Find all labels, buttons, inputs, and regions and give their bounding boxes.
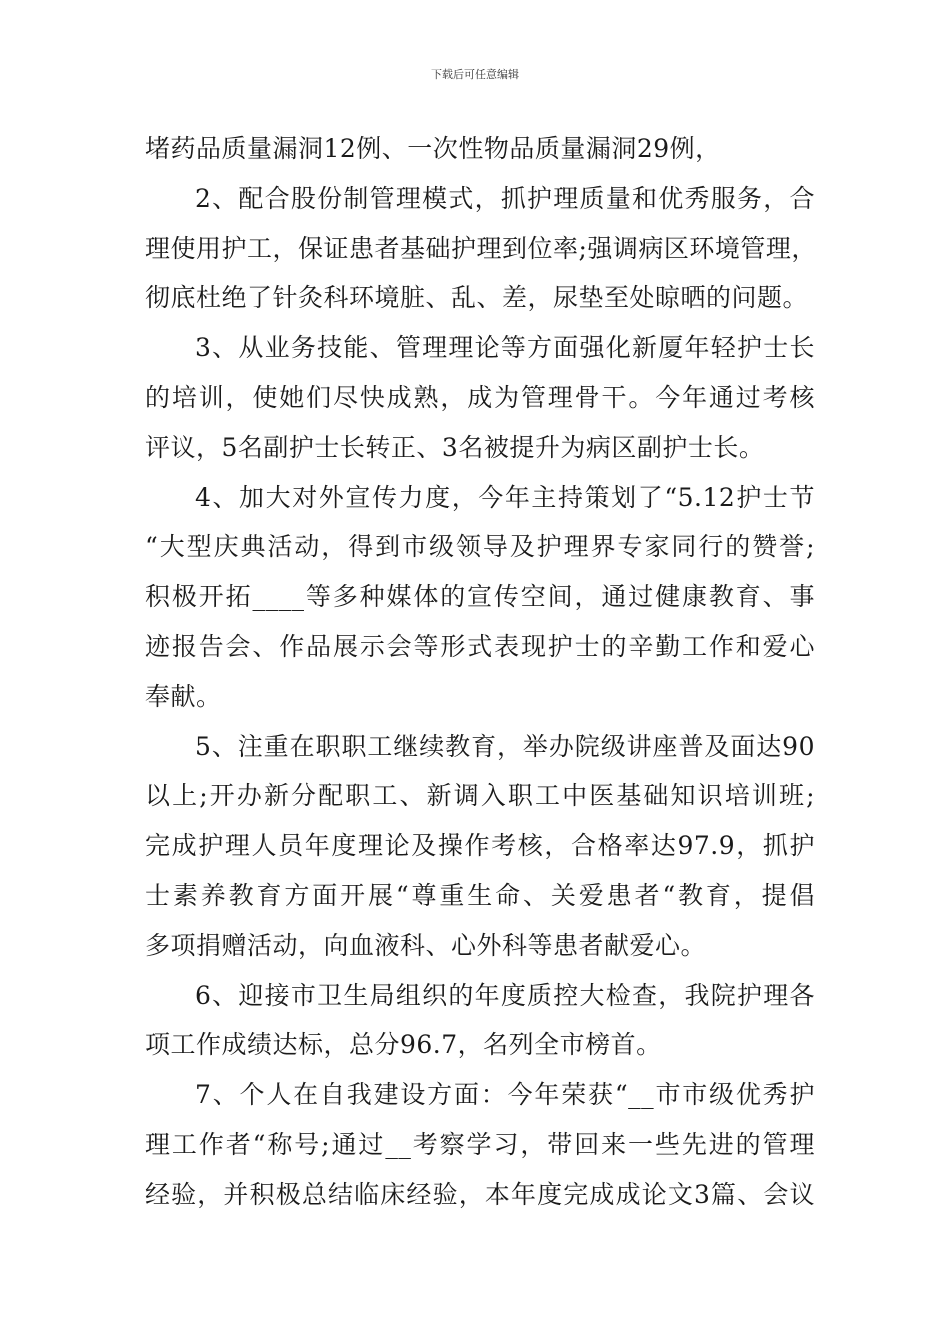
text-line: 4、加大对外宣传力度，今年主持策划了“5.12护士节 [195, 482, 815, 512]
text-line: 奉献。 [145, 681, 222, 711]
text-line: 经验，并积极总结临床经验，本年度完成成论文3篇、会议 [145, 1179, 815, 1209]
text-line: 的培训，使她们尽快成熟，成为管理骨干。今年通过考核 [145, 382, 815, 412]
text-line: 士素养教育方面开展“尊重生命、关爱患者“教育，提倡 [145, 880, 815, 910]
text-line: 6、迎接市卫生局组织的年度质控大检查，我院护理各 [195, 980, 815, 1010]
text-line: 2、配合股份制管理模式，抓护理质量和优秀服务，合 [195, 183, 815, 213]
text-line: 迹报告会、作品展示会等形式表现护士的辛勤工作和爱心 [145, 631, 815, 661]
text-line: 5、注重在职职工继续教育，举办院级讲座普及面达90 [195, 731, 815, 761]
text-line: 彻底杜绝了针灸科环境脏、乱、差，尿垫至处晾晒的问题。 [145, 283, 809, 313]
document-body [145, 124, 815, 1220]
text-line: 多项捐赠活动，向血液科、心外科等患者献爱心。 [145, 930, 707, 960]
text-line: 评议，5名副护士长转正、3名被提升为病区副护士长。 [145, 432, 765, 462]
text-line: 3、从业务技能、管理理论等方面强化新厦年轻护士长 [195, 333, 815, 363]
text-line: 理使用护工，保证患者基础护理到位率;强调病区环境管理， [145, 233, 817, 263]
text-line: “大型庆典活动，得到市级领导及护理界专家同行的赞誉; [145, 532, 815, 562]
page-header: 下载后可任意编辑 [431, 68, 519, 81]
text-line: 理工作者“称号;通过__考察学习，带回来一些先进的管理 [145, 1129, 815, 1159]
text-line: 以上;开办新分配职工、新调入职工中医基础知识培训班; [145, 781, 815, 811]
text-line: 堵药品质量漏洞12例、一次性物品质量漏洞29例， [145, 134, 721, 163]
text-line: 积极开拓____等多种媒体的宣传空间，通过健康教育、事 [145, 582, 815, 612]
text-line: 7、个人在自我建设方面：今年荣获“__市市级优秀护 [195, 1080, 815, 1110]
text-line: 项工作成绩达标，总分96.7，名列全市榜首。 [145, 1030, 662, 1060]
text-line: 完成护理人员年度理论及操作考核，合格率达97.9，抓护 [145, 831, 815, 861]
